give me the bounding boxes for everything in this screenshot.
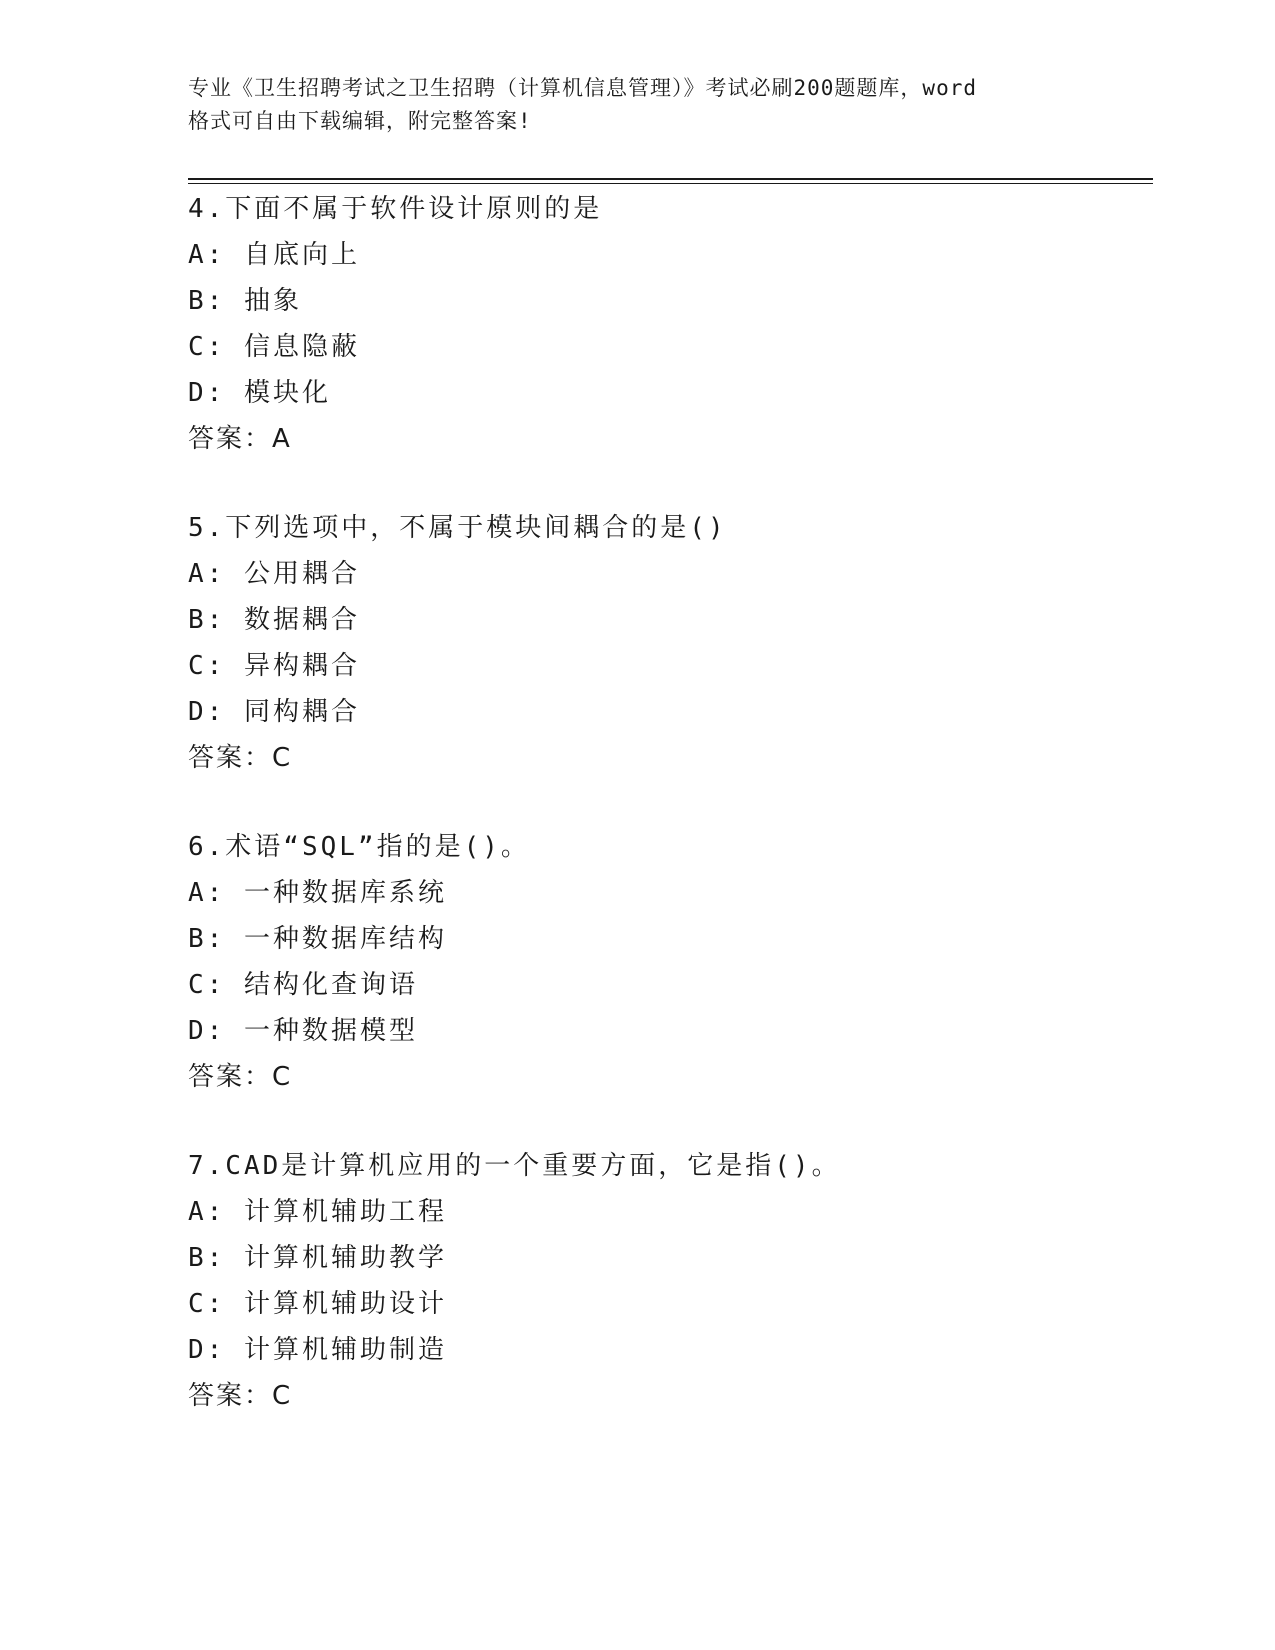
answer-line: 答案：A bbox=[188, 424, 292, 454]
option-d: D: 同构耦合 bbox=[188, 697, 360, 727]
option-a: A: 公用耦合 bbox=[188, 559, 360, 589]
option-d: D: 计算机辅助制造 bbox=[188, 1335, 447, 1365]
option-d: D: 一种数据模型 bbox=[188, 1016, 418, 1046]
header-line-2: 格式可自由下载编辑，附完整答案! bbox=[188, 109, 532, 133]
option-b: B: 抽象 bbox=[188, 286, 302, 316]
question-stem: 5.下列选项中，不属于模块间耦合的是() bbox=[188, 513, 727, 543]
header-divider-thin bbox=[188, 183, 1153, 184]
option-b: B: 计算机辅助教学 bbox=[188, 1243, 447, 1273]
question-stem: 4.下面不属于软件设计原则的是 bbox=[188, 194, 603, 224]
answer-line: 答案：C bbox=[188, 1381, 293, 1411]
option-c: C: 计算机辅助设计 bbox=[188, 1289, 447, 1319]
question-stem: 7.CAD是计算机应用的一个重要方面，它是指()。 bbox=[188, 1151, 841, 1181]
option-b: B: 数据耦合 bbox=[188, 605, 360, 635]
header-divider-thick bbox=[188, 178, 1153, 180]
option-d: D: 模块化 bbox=[188, 378, 331, 408]
option-c: C: 信息隐蔽 bbox=[188, 332, 360, 362]
option-a: A: 计算机辅助工程 bbox=[188, 1197, 447, 1227]
document-header bbox=[188, 72, 1088, 138]
option-c: C: 结构化查询语 bbox=[188, 970, 418, 1000]
question-5 bbox=[188, 505, 1153, 781]
answer-line: 答案：C bbox=[188, 1062, 293, 1092]
question-7 bbox=[188, 1143, 1153, 1419]
option-b: B: 一种数据库结构 bbox=[188, 924, 447, 954]
question-stem: 6.术语“SQL”指的是()。 bbox=[188, 832, 530, 862]
answer-line: 答案：C bbox=[188, 743, 293, 773]
question-6 bbox=[188, 824, 1153, 1100]
header-line-1: 专业《卫生招聘考试之卫生招聘（计算机信息管理）》考试必刷200题题库，word bbox=[188, 76, 977, 100]
option-a: A: 一种数据库系统 bbox=[188, 878, 447, 908]
option-c: C: 异构耦合 bbox=[188, 651, 360, 681]
option-a: A: 自底向上 bbox=[188, 240, 360, 270]
question-4 bbox=[188, 186, 1153, 462]
